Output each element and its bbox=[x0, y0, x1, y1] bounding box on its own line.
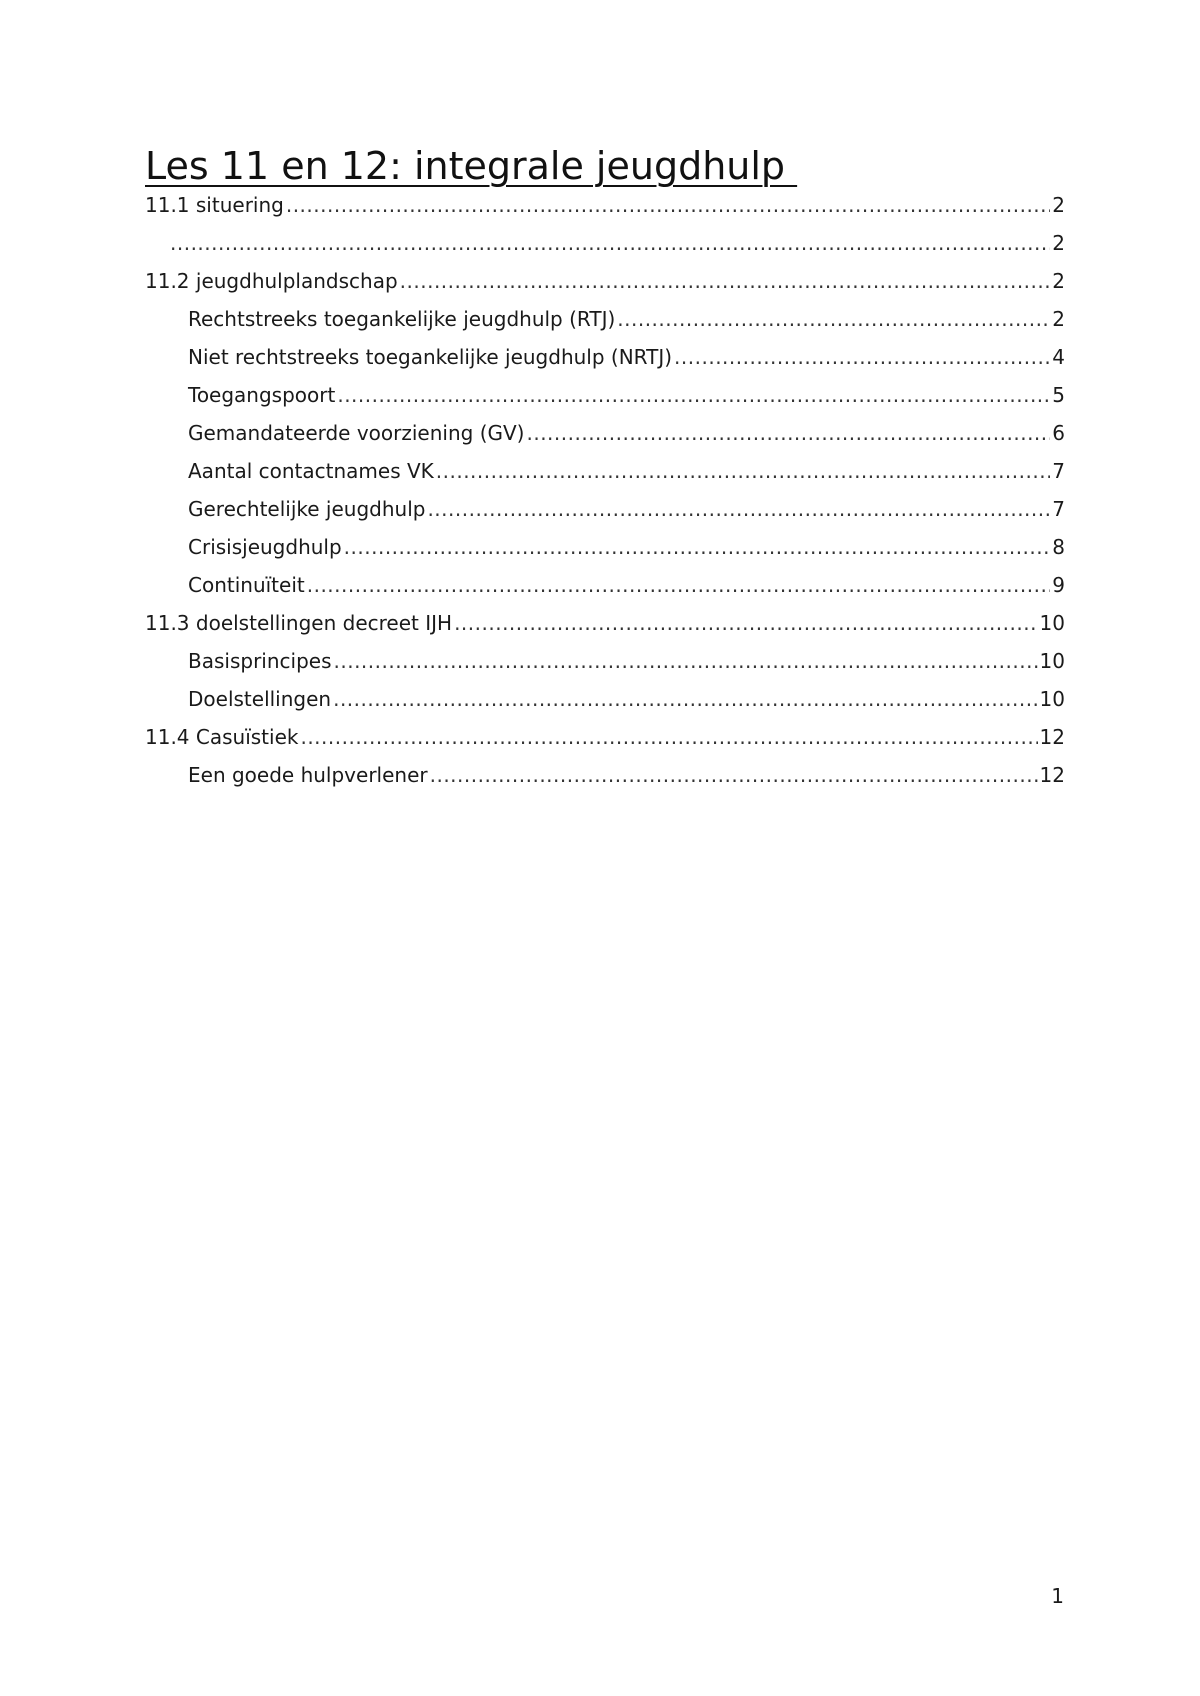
toc-page-number: 6 bbox=[1052, 421, 1065, 445]
toc-dot-leader bbox=[300, 718, 1037, 756]
toc-dot-leader bbox=[334, 642, 1038, 680]
toc-page-number: 2 bbox=[1052, 193, 1065, 217]
toc-page-number: 2 bbox=[1052, 231, 1065, 255]
toc-entry-doelstellingen[interactable] bbox=[145, 680, 1065, 718]
toc-entry-nrtj[interactable] bbox=[145, 338, 1065, 376]
toc-page-number: 12 bbox=[1039, 763, 1065, 787]
toc-dot-leader bbox=[286, 186, 1050, 224]
toc-entry-gemandateerde-voorziening[interactable] bbox=[145, 414, 1065, 452]
toc-page-number: 7 bbox=[1052, 459, 1065, 483]
toc-page-number: 2 bbox=[1052, 269, 1065, 293]
toc-dot-leader bbox=[674, 338, 1050, 376]
toc-entry-label: Basisprincipes bbox=[188, 649, 332, 673]
toc-dot-leader bbox=[436, 452, 1051, 490]
toc-dot-leader bbox=[333, 680, 1037, 718]
toc-page-number: 10 bbox=[1039, 687, 1065, 711]
toc-entry-casuistiek[interactable] bbox=[145, 718, 1065, 756]
toc-entry-label: Continuïteit bbox=[188, 573, 305, 597]
toc-entry-label: Rechtstreeks toegankelijke jeugdhulp (RTJ) bbox=[188, 307, 616, 331]
toc-dot-leader bbox=[170, 224, 1050, 262]
toc-dot-leader bbox=[526, 414, 1050, 452]
toc-entry-label: 11.4 Casuïstiek bbox=[145, 725, 299, 749]
toc-entry-label: Niet rechtstreeks toegankelijke jeugdhulp (NRTJ) bbox=[188, 345, 673, 369]
toc-page-number: 9 bbox=[1052, 573, 1065, 597]
toc-dot-leader bbox=[454, 604, 1037, 642]
toc-page-number: 12 bbox=[1039, 725, 1065, 749]
toc-entry-label: Doelstellingen bbox=[188, 687, 332, 711]
toc-entry-label: Een goede hulpverlener bbox=[188, 763, 428, 787]
toc-entry-rtj[interactable] bbox=[145, 300, 1065, 338]
toc-dot-leader bbox=[337, 376, 1050, 414]
toc-entry-crisisjeugdhulp[interactable] bbox=[145, 528, 1065, 566]
toc-page-number: 2 bbox=[1052, 307, 1065, 331]
toc-page-number: 7 bbox=[1052, 497, 1065, 521]
toc-dot-leader bbox=[344, 528, 1051, 566]
toc-dot-leader bbox=[400, 262, 1051, 300]
toc-page-number: 8 bbox=[1052, 535, 1065, 559]
page-footer-number: 1 bbox=[1051, 1584, 1064, 1608]
toc-entry-contactnames-vk[interactable] bbox=[145, 452, 1065, 490]
toc-page-number: 10 bbox=[1039, 649, 1065, 673]
toc-entry-label: Crisisjeugdhulp bbox=[188, 535, 342, 559]
table-of-contents bbox=[145, 186, 1065, 794]
toc-dot-leader bbox=[427, 490, 1050, 528]
toc-entry-label: 11.1 situering bbox=[145, 193, 284, 217]
toc-entry-situering[interactable] bbox=[145, 186, 1065, 224]
toc-entry-empty[interactable] bbox=[145, 224, 1065, 262]
toc-page-number: 4 bbox=[1052, 345, 1065, 369]
toc-dot-leader bbox=[617, 300, 1050, 338]
toc-entry-label: Gerechtelijke jeugdhulp bbox=[188, 497, 426, 521]
toc-entry-doelstellingen-decreet[interactable] bbox=[145, 604, 1065, 642]
toc-dot-leader bbox=[430, 756, 1038, 794]
document-title: Les 11 en 12: integrale jeugdhulp bbox=[145, 144, 798, 188]
toc-entry-jeugdhulplandschap[interactable] bbox=[145, 262, 1065, 300]
toc-entry-label: 11.2 jeugdhulplandschap bbox=[145, 269, 398, 293]
toc-entry-gerechtelijke-jeugdhulp[interactable] bbox=[145, 490, 1065, 528]
toc-entry-label: Aantal contactnames VK bbox=[188, 459, 434, 483]
toc-dot-leader bbox=[307, 566, 1051, 604]
toc-entry-toegangspoort[interactable] bbox=[145, 376, 1065, 414]
toc-entry-basisprincipes[interactable] bbox=[145, 642, 1065, 680]
toc-page-number: 5 bbox=[1052, 383, 1065, 407]
toc-entry-continuiteit[interactable] bbox=[145, 566, 1065, 604]
toc-entry-label: 11.3 doelstellingen decreet IJH bbox=[145, 611, 453, 635]
toc-page-number: 10 bbox=[1039, 611, 1065, 635]
toc-entry-label: Gemandateerde voorziening (GV) bbox=[188, 421, 525, 445]
toc-entry-label: Toegangspoort bbox=[188, 383, 336, 407]
toc-entry-goede-hulpverlener[interactable] bbox=[145, 756, 1065, 794]
